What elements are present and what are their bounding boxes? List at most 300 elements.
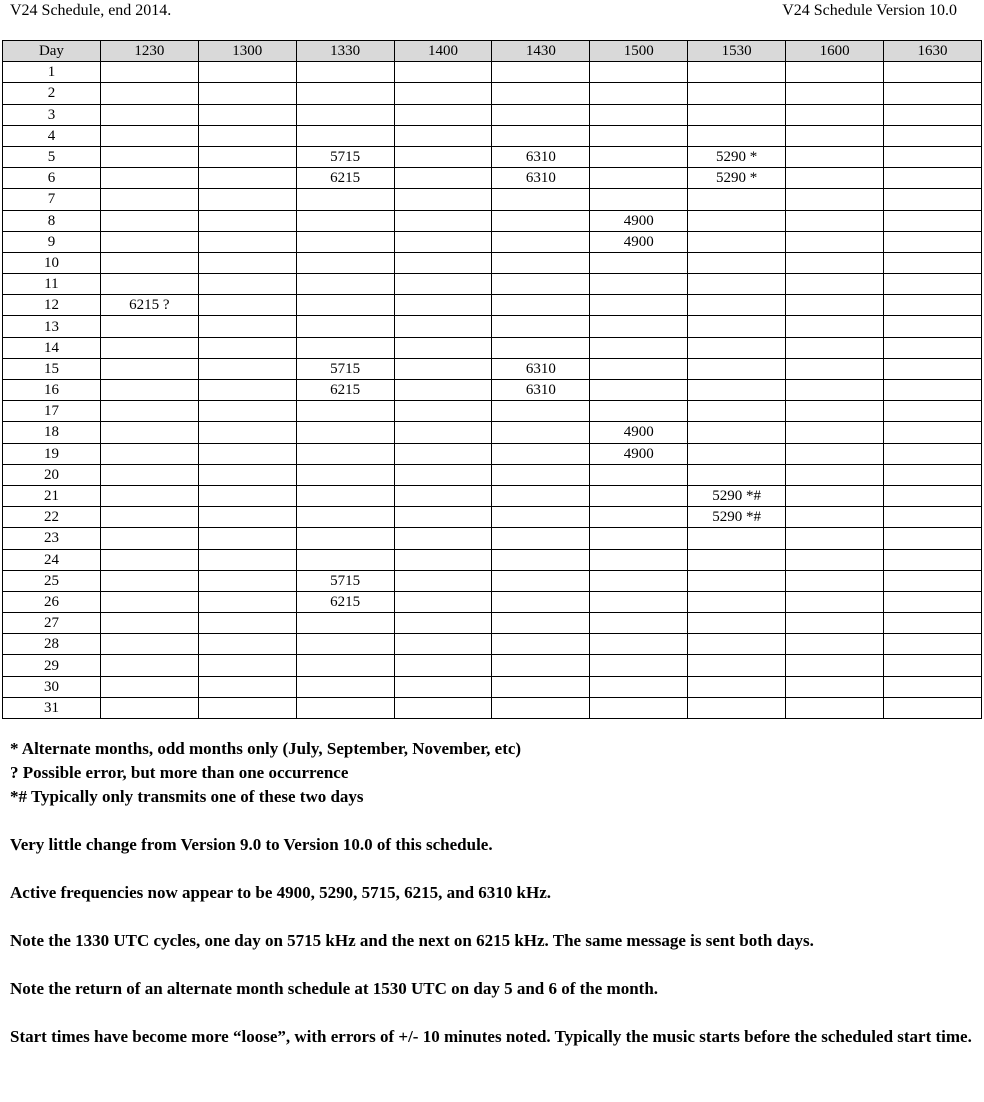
frequency-cell <box>296 83 394 104</box>
day-cell: 17 <box>3 401 101 422</box>
table-row <box>3 422 982 443</box>
table-row <box>3 125 982 146</box>
frequency-cell <box>884 528 982 549</box>
frequency-cell <box>492 591 590 612</box>
frequency-cell <box>884 146 982 167</box>
frequency-cell <box>492 634 590 655</box>
table-row <box>3 655 982 676</box>
day-cell: 23 <box>3 528 101 549</box>
frequency-cell <box>688 676 786 697</box>
frequency-cell: 5715 <box>296 146 394 167</box>
table-row <box>3 337 982 358</box>
frequency-cell: 5715 <box>296 358 394 379</box>
frequency-cell <box>492 485 590 506</box>
table-row <box>3 380 982 401</box>
table-row <box>3 401 982 422</box>
frequency-cell <box>590 401 688 422</box>
day-cell: 30 <box>3 676 101 697</box>
column-header-time: 1500 <box>590 41 688 62</box>
frequency-cell <box>100 422 198 443</box>
frequency-cell: 5290 * <box>688 146 786 167</box>
frequency-cell <box>296 443 394 464</box>
frequency-cell <box>884 168 982 189</box>
frequency-cell <box>786 634 884 655</box>
frequency-cell <box>688 549 786 570</box>
frequency-cell <box>492 210 590 231</box>
frequency-cell <box>688 380 786 401</box>
frequency-cell <box>492 252 590 273</box>
frequency-cell <box>688 570 786 591</box>
frequency-cell <box>590 591 688 612</box>
frequency-cell: 6310 <box>492 358 590 379</box>
day-cell: 8 <box>3 210 101 231</box>
frequency-cell <box>100 83 198 104</box>
note-version-change: Very little change from Version 9.0 to Version 10.0 of this schedule. <box>10 835 493 854</box>
frequency-cell: 6215 <box>296 168 394 189</box>
frequency-cell <box>296 295 394 316</box>
frequency-cell <box>590 528 688 549</box>
frequency-cell <box>884 125 982 146</box>
frequency-cell <box>688 83 786 104</box>
frequency-cell <box>884 231 982 252</box>
frequency-cell <box>492 464 590 485</box>
day-cell: 9 <box>3 231 101 252</box>
frequency-cell <box>884 613 982 634</box>
frequency-cell <box>100 591 198 612</box>
frequency-cell <box>786 507 884 528</box>
frequency-cell <box>394 549 492 570</box>
frequency-cell <box>394 676 492 697</box>
frequency-cell <box>198 697 296 718</box>
frequency-cell <box>296 528 394 549</box>
frequency-cell <box>492 507 590 528</box>
frequency-cell <box>100 655 198 676</box>
frequency-cell <box>296 464 394 485</box>
frequency-cell <box>100 443 198 464</box>
frequency-cell <box>394 634 492 655</box>
frequency-cell <box>296 676 394 697</box>
frequency-cell <box>492 337 590 358</box>
frequency-cell <box>688 443 786 464</box>
table-row <box>3 549 982 570</box>
frequency-cell <box>198 485 296 506</box>
frequency-cell <box>492 528 590 549</box>
frequency-cell: 6215 ? <box>100 295 198 316</box>
frequency-cell <box>590 358 688 379</box>
table-row <box>3 570 982 591</box>
frequency-cell <box>590 697 688 718</box>
column-header-time: 1400 <box>394 41 492 62</box>
frequency-cell <box>590 83 688 104</box>
frequency-cell <box>394 62 492 83</box>
frequency-cell <box>786 337 884 358</box>
frequency-cell <box>296 422 394 443</box>
frequency-cell <box>100 168 198 189</box>
frequency-cell <box>100 401 198 422</box>
frequency-cell <box>296 507 394 528</box>
frequency-cell <box>590 337 688 358</box>
frequency-cell: 4900 <box>590 422 688 443</box>
frequency-cell <box>884 697 982 718</box>
day-cell: 12 <box>3 295 101 316</box>
table-row <box>3 634 982 655</box>
frequency-cell <box>394 485 492 506</box>
frequency-cell <box>100 570 198 591</box>
legend-star: * Alternate months, odd months only (July, September, November, etc) <box>10 739 522 758</box>
table-row <box>3 316 982 337</box>
day-cell: 6 <box>3 168 101 189</box>
frequency-cell <box>296 697 394 718</box>
frequency-cell <box>590 316 688 337</box>
frequency-cell <box>590 274 688 295</box>
frequency-cell <box>786 125 884 146</box>
day-cell: 4 <box>3 125 101 146</box>
day-cell: 2 <box>3 83 101 104</box>
frequency-cell <box>884 62 982 83</box>
note-active-frequencies: Active frequencies now appear to be 4900, 5290, 5715, 6215, and 6310 kHz. <box>10 883 552 902</box>
frequency-cell <box>492 676 590 697</box>
frequency-cell <box>394 570 492 591</box>
day-cell: 11 <box>3 274 101 295</box>
frequency-cell <box>786 231 884 252</box>
frequency-cell <box>394 125 492 146</box>
frequency-cell <box>198 189 296 210</box>
table-row <box>3 507 982 528</box>
frequency-cell <box>100 464 198 485</box>
frequency-cell <box>884 655 982 676</box>
table-row <box>3 189 982 210</box>
table-row <box>3 168 982 189</box>
frequency-cell <box>884 591 982 612</box>
frequency-cell <box>198 274 296 295</box>
document-version: V24 Schedule Version 10.0 <box>782 2 957 19</box>
frequency-cell <box>590 464 688 485</box>
frequency-cell <box>688 62 786 83</box>
frequency-cell <box>394 655 492 676</box>
frequency-cell <box>688 125 786 146</box>
frequency-cell <box>296 252 394 273</box>
frequency-cell <box>786 168 884 189</box>
frequency-cell <box>786 570 884 591</box>
frequency-cell <box>100 210 198 231</box>
frequency-cell <box>394 295 492 316</box>
frequency-cell <box>884 570 982 591</box>
frequency-cell <box>688 210 786 231</box>
frequency-cell <box>884 274 982 295</box>
frequency-cell <box>688 464 786 485</box>
frequency-cell: 5715 <box>296 570 394 591</box>
day-cell: 27 <box>3 613 101 634</box>
column-header-time: 1630 <box>884 41 982 62</box>
frequency-cell <box>394 401 492 422</box>
frequency-cell <box>198 464 296 485</box>
frequency-cell <box>198 146 296 167</box>
column-header-time: 1530 <box>688 41 786 62</box>
frequency-cell <box>492 570 590 591</box>
table-row <box>3 231 982 252</box>
table-row <box>3 443 982 464</box>
frequency-cell <box>688 337 786 358</box>
frequency-cell <box>394 189 492 210</box>
frequency-cell <box>492 613 590 634</box>
frequency-cell <box>786 104 884 125</box>
frequency-cell: 5290 * <box>688 168 786 189</box>
frequency-cell <box>100 634 198 655</box>
frequency-cell <box>884 83 982 104</box>
frequency-cell <box>198 316 296 337</box>
frequency-cell <box>688 591 786 612</box>
frequency-cell <box>198 295 296 316</box>
frequency-cell <box>884 464 982 485</box>
frequency-cell <box>492 189 590 210</box>
table-row <box>3 358 982 379</box>
frequency-cell <box>100 189 198 210</box>
table-row <box>3 697 982 718</box>
frequency-cell <box>198 613 296 634</box>
notes-section <box>10 737 972 1049</box>
frequency-cell <box>688 528 786 549</box>
frequency-cell <box>688 697 786 718</box>
frequency-cell <box>786 464 884 485</box>
frequency-cell <box>394 591 492 612</box>
frequency-cell <box>492 231 590 252</box>
frequency-cell <box>884 316 982 337</box>
frequency-cell <box>884 210 982 231</box>
frequency-cell <box>394 464 492 485</box>
frequency-cell <box>492 549 590 570</box>
frequency-cell <box>296 337 394 358</box>
column-header-time: 1600 <box>786 41 884 62</box>
frequency-cell <box>884 295 982 316</box>
frequency-cell <box>590 570 688 591</box>
frequency-cell <box>394 358 492 379</box>
frequency-cell <box>394 422 492 443</box>
frequency-cell <box>590 655 688 676</box>
frequency-cell <box>786 528 884 549</box>
day-cell: 19 <box>3 443 101 464</box>
frequency-cell <box>492 443 590 464</box>
frequency-cell <box>100 613 198 634</box>
frequency-cell <box>688 295 786 316</box>
frequency-cell: 5290 *# <box>688 485 786 506</box>
table-row <box>3 104 982 125</box>
frequency-cell <box>688 274 786 295</box>
frequency-cell <box>394 252 492 273</box>
frequency-cell <box>884 676 982 697</box>
frequency-cell <box>296 316 394 337</box>
frequency-cell <box>198 549 296 570</box>
frequency-cell <box>786 380 884 401</box>
frequency-cell <box>198 337 296 358</box>
frequency-cell <box>590 549 688 570</box>
frequency-cell <box>786 613 884 634</box>
table-row <box>3 146 982 167</box>
day-cell: 29 <box>3 655 101 676</box>
frequency-cell <box>786 655 884 676</box>
frequency-cell <box>884 401 982 422</box>
frequency-cell <box>786 676 884 697</box>
frequency-cell <box>492 125 590 146</box>
frequency-cell <box>296 104 394 125</box>
table-row <box>3 62 982 83</box>
frequency-cell <box>198 676 296 697</box>
note-alternate-month: Note the return of an alternate month schedule at 1530 UTC on day 5 and 6 of the month. <box>10 979 659 998</box>
frequency-cell <box>394 146 492 167</box>
frequency-cell <box>786 316 884 337</box>
frequency-cell <box>394 168 492 189</box>
frequency-cell <box>492 697 590 718</box>
frequency-cell <box>590 104 688 125</box>
frequency-cell <box>884 422 982 443</box>
frequency-cell <box>198 62 296 83</box>
frequency-cell <box>394 613 492 634</box>
frequency-cell <box>786 422 884 443</box>
frequency-cell <box>198 252 296 273</box>
frequency-cell <box>100 676 198 697</box>
frequency-cell <box>198 104 296 125</box>
frequency-cell <box>688 252 786 273</box>
frequency-cell <box>492 316 590 337</box>
frequency-cell <box>198 83 296 104</box>
frequency-cell <box>884 507 982 528</box>
frequency-cell <box>100 380 198 401</box>
column-header-time: 1330 <box>296 41 394 62</box>
day-cell: 20 <box>3 464 101 485</box>
column-header-time: 1300 <box>198 41 296 62</box>
frequency-cell <box>492 274 590 295</box>
frequency-cell <box>688 189 786 210</box>
frequency-cell <box>884 549 982 570</box>
frequency-cell <box>590 125 688 146</box>
frequency-cell <box>786 252 884 273</box>
frequency-cell <box>100 104 198 125</box>
frequency-cell <box>786 591 884 612</box>
frequency-cell <box>296 210 394 231</box>
table-row <box>3 295 982 316</box>
frequency-cell <box>394 83 492 104</box>
frequency-cell <box>100 316 198 337</box>
frequency-cell <box>786 210 884 231</box>
frequency-cell <box>100 231 198 252</box>
day-cell: 31 <box>3 697 101 718</box>
frequency-cell <box>198 358 296 379</box>
frequency-cell <box>394 443 492 464</box>
frequency-cell <box>786 485 884 506</box>
frequency-cell <box>198 168 296 189</box>
frequency-cell <box>198 591 296 612</box>
frequency-cell <box>296 401 394 422</box>
table-row <box>3 464 982 485</box>
day-cell: 10 <box>3 252 101 273</box>
column-header-time: 1230 <box>100 41 198 62</box>
frequency-cell <box>786 83 884 104</box>
frequency-cell <box>100 549 198 570</box>
frequency-cell <box>100 528 198 549</box>
frequency-cell <box>394 231 492 252</box>
frequency-cell: 6215 <box>296 380 394 401</box>
table-row <box>3 528 982 549</box>
table-row <box>3 83 982 104</box>
table-row <box>3 485 982 506</box>
frequency-cell <box>198 634 296 655</box>
frequency-cell: 4900 <box>590 210 688 231</box>
day-cell: 24 <box>3 549 101 570</box>
frequency-cell <box>492 655 590 676</box>
frequency-cell <box>786 146 884 167</box>
frequency-cell <box>198 507 296 528</box>
frequency-cell <box>100 274 198 295</box>
legend-question: ? Possible error, but more than one occurrence <box>10 763 349 782</box>
frequency-cell <box>786 549 884 570</box>
table-row <box>3 676 982 697</box>
table-row <box>3 252 982 273</box>
day-cell: 26 <box>3 591 101 612</box>
frequency-cell <box>884 104 982 125</box>
frequency-cell <box>884 443 982 464</box>
frequency-cell <box>590 634 688 655</box>
document-title: V24 Schedule, end 2014. <box>10 2 172 19</box>
frequency-cell <box>296 485 394 506</box>
frequency-cell <box>198 528 296 549</box>
frequency-cell <box>884 189 982 210</box>
day-cell: 28 <box>3 634 101 655</box>
frequency-cell <box>394 380 492 401</box>
frequency-cell <box>100 358 198 379</box>
day-cell: 25 <box>3 570 101 591</box>
frequency-cell <box>198 422 296 443</box>
frequency-cell <box>394 697 492 718</box>
frequency-cell <box>394 274 492 295</box>
frequency-cell <box>688 422 786 443</box>
frequency-cell <box>296 125 394 146</box>
frequency-cell <box>394 104 492 125</box>
frequency-cell <box>394 337 492 358</box>
frequency-cell <box>786 295 884 316</box>
frequency-cell <box>198 443 296 464</box>
frequency-cell <box>198 210 296 231</box>
frequency-cell <box>590 62 688 83</box>
frequency-cell <box>688 634 786 655</box>
day-cell: 14 <box>3 337 101 358</box>
frequency-cell <box>786 697 884 718</box>
frequency-cell <box>100 507 198 528</box>
frequency-cell <box>884 380 982 401</box>
frequency-cell <box>884 358 982 379</box>
frequency-cell <box>100 62 198 83</box>
frequency-cell <box>688 316 786 337</box>
frequency-cell <box>394 316 492 337</box>
frequency-cell <box>394 528 492 549</box>
day-cell: 18 <box>3 422 101 443</box>
day-cell: 1 <box>3 62 101 83</box>
table-row <box>3 210 982 231</box>
note-start-times: Start times have become more “loose”, with errors of +/- 10 minutes noted. Typically the music starts before the scheduled start time. <box>10 1027 972 1046</box>
legend-star-hash: *# Typically only transmits one of these two days <box>10 787 364 806</box>
frequency-cell <box>100 697 198 718</box>
table-row <box>3 274 982 295</box>
frequency-cell <box>198 655 296 676</box>
frequency-cell <box>884 485 982 506</box>
frequency-cell <box>688 401 786 422</box>
frequency-cell <box>590 676 688 697</box>
frequency-cell <box>884 634 982 655</box>
day-cell: 22 <box>3 507 101 528</box>
frequency-cell <box>100 337 198 358</box>
frequency-cell <box>688 655 786 676</box>
day-cell: 21 <box>3 485 101 506</box>
frequency-cell <box>786 401 884 422</box>
day-cell: 3 <box>3 104 101 125</box>
